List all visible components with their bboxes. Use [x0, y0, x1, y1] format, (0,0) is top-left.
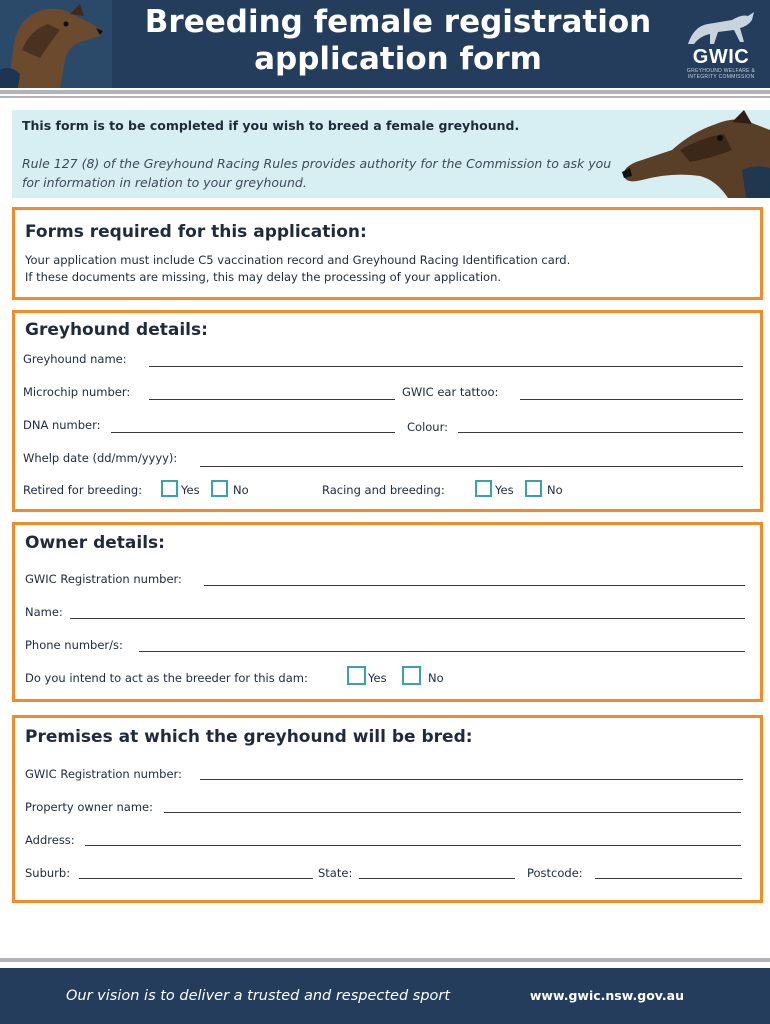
dna-label: DNA number:: [23, 418, 101, 432]
greyhound-logo-icon: [684, 6, 758, 48]
owner-details-title: Owner details:: [25, 533, 165, 553]
form-title-line1: Breeding female registration: [144, 4, 652, 40]
footer-stripe: [0, 958, 770, 962]
colour-label: Colour:: [407, 420, 448, 434]
suburb-field[interactable]: [79, 878, 313, 879]
greyhound-details-title: Greyhound details:: [25, 320, 208, 340]
microchip-label: Microchip number:: [23, 385, 131, 399]
header-stripe: [0, 90, 770, 94]
breeder-no-label: No: [428, 671, 444, 685]
act-as-breeder-label: Do you intend to act as the breeder for this dam:: [25, 671, 308, 685]
header-banner: [0, 0, 770, 88]
racing-no-label: No: [547, 483, 563, 497]
intro-rule-text: Rule 127 (8) of the Greyhound Racing Rules provides authority for the Commission to ask you for information in relation to your greyhound.: [22, 156, 612, 190]
logo-subtitle-line2: INTEGRITY COMMISSION: [687, 74, 755, 80]
owner-phone-field[interactable]: [139, 651, 745, 652]
property-owner-label: Property owner name:: [25, 800, 153, 814]
address-label: Address:: [25, 833, 75, 847]
logo-subtitle: [678, 68, 764, 80]
greyhound-name-label: Greyhound name:: [23, 352, 127, 366]
owner-phone-label: Phone number/s:: [25, 638, 123, 652]
racing-yes-label: Yes: [495, 483, 514, 497]
owner-name-label: Name:: [25, 605, 63, 619]
greyhound-photo: [0, 0, 112, 88]
racing-no-checkbox[interactable]: [525, 480, 542, 497]
state-label: State:: [318, 866, 353, 880]
racing-yes-checkbox[interactable]: [475, 480, 492, 497]
colour-field[interactable]: [458, 432, 743, 433]
forms-required-line1: Your application must include C5 vaccination record and Greyhound Racing Identification card.: [25, 253, 571, 267]
intro-statement: This form is to be completed if you wish to breed a female greyhound.: [22, 118, 520, 133]
retired-yes-label: Yes: [181, 483, 200, 497]
microchip-field[interactable]: [149, 399, 395, 400]
forms-required-line2: If these documents are missing, this may delay the processing of your application.: [25, 270, 502, 284]
greyhound-name-field[interactable]: [149, 366, 743, 367]
forms-required-section: [12, 207, 763, 300]
ear-tattoo-label: GWIC ear tattoo:: [402, 385, 499, 399]
racing-and-breeding-label: Racing and breeding:: [322, 483, 445, 497]
forms-required-title: Forms required for this application:: [25, 222, 367, 242]
owner-registration-label: GWIC Registration number:: [25, 572, 182, 586]
suburb-label: Suburb:: [25, 866, 71, 880]
premises-registration-field[interactable]: [200, 779, 743, 780]
postcode-field[interactable]: [595, 878, 742, 879]
owner-name-field[interactable]: [70, 618, 745, 619]
whelp-date-label: Whelp date (dd/mm/yyyy):: [23, 451, 178, 465]
intro-panel: [12, 110, 770, 198]
postcode-label: Postcode:: [527, 866, 583, 880]
breeder-no-checkbox[interactable]: [402, 666, 421, 685]
retired-no-label: No: [233, 483, 249, 497]
premises-title: Premises at which the greyhound will be bred:: [25, 727, 473, 747]
retired-yes-checkbox[interactable]: [161, 480, 178, 497]
footer-website-link[interactable]: www.gwic.nsw.gov.au: [529, 988, 684, 1003]
retired-no-checkbox[interactable]: [211, 480, 228, 497]
logo-wordmark: GWIC: [692, 46, 750, 68]
premises-section: [12, 715, 763, 903]
logo-subtitle-line1: GREYHOUND WELFARE &: [686, 68, 756, 74]
owner-registration-field[interactable]: [204, 585, 745, 586]
retired-for-breeding-label: Retired for breeding:: [23, 483, 143, 497]
footer-vision-statement: Our vision is to deliver a trusted and respected sport: [66, 988, 451, 1004]
footer-banner: [0, 968, 770, 1024]
breeder-yes-label: Yes: [368, 671, 387, 685]
greyhound-head-photo: [620, 110, 770, 198]
property-owner-field[interactable]: [164, 812, 741, 813]
form-title: [118, 4, 678, 78]
breeder-yes-checkbox[interactable]: [347, 666, 366, 685]
whelp-date-field[interactable]: [200, 466, 743, 467]
form-title-line2: application form: [254, 41, 542, 77]
address-field[interactable]: [85, 845, 741, 846]
ear-tattoo-field[interactable]: [520, 399, 743, 400]
header-stripe-thin: [0, 96, 770, 98]
premises-registration-label: GWIC Registration number:: [25, 767, 182, 781]
gwic-logo: [678, 6, 764, 84]
state-field[interactable]: [359, 878, 515, 879]
greyhound-details-section: [12, 310, 763, 512]
owner-details-section: [12, 522, 763, 702]
dna-field[interactable]: [111, 432, 395, 433]
